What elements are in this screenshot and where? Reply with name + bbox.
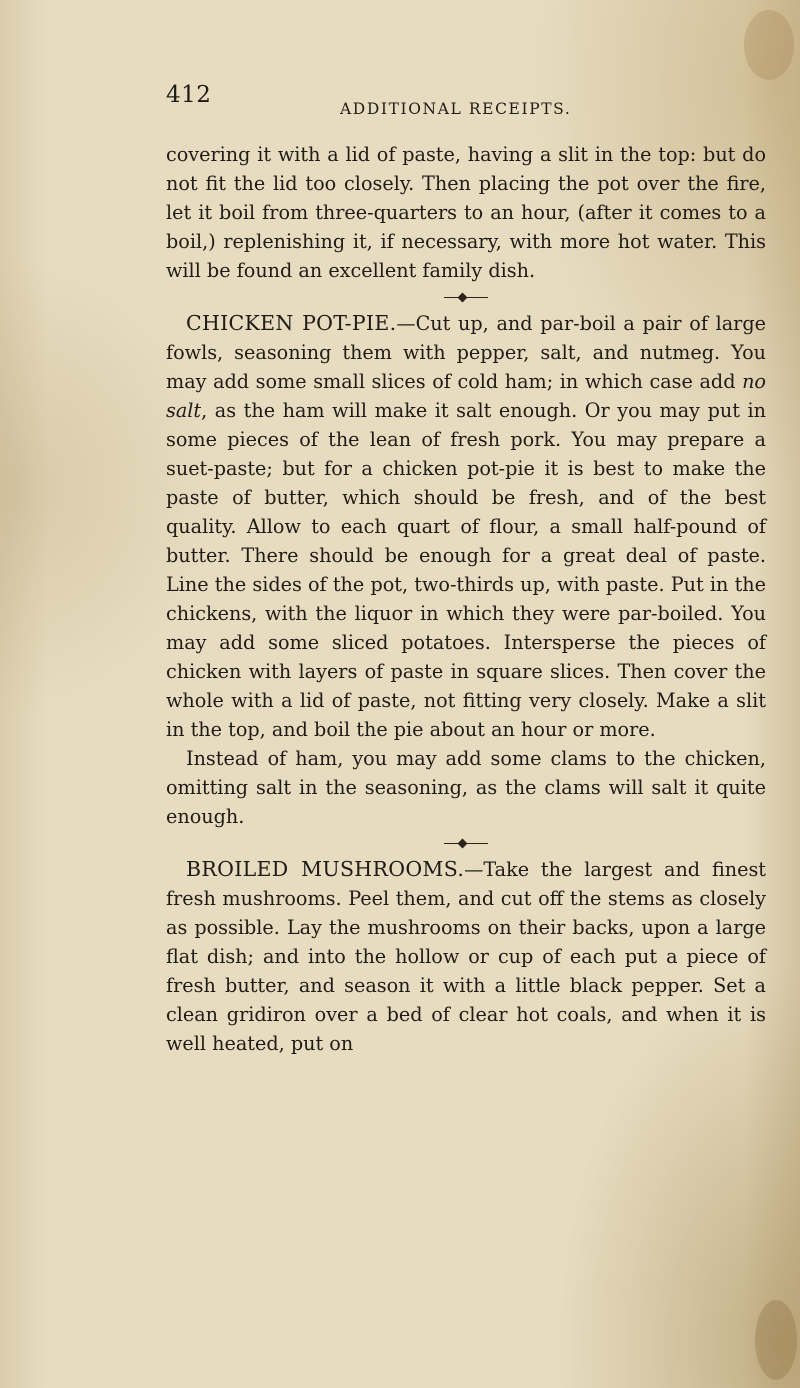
paper-stain	[744, 10, 794, 80]
recipe-heading: CHICKEN POT-PIE.	[186, 311, 397, 335]
page-number: 412	[166, 82, 212, 108]
recipe-chicken-pot-pie	[166, 309, 766, 744]
paper-stain	[755, 1300, 797, 1380]
recipe-emphasis: no salt	[166, 370, 766, 422]
recipe-broiled-mushrooms	[166, 855, 766, 1058]
separator-rule	[444, 297, 488, 298]
recipe-heading: BROILED MUSHROOMS.	[186, 857, 465, 881]
section-separator	[166, 285, 766, 309]
recipe-text: , as the ham will make it salt enough. Or you may put in some pieces of the lean of fresh pork. You may prepare a suet-paste; but for a chicken pot-pie it is best to make the paste of butter, which should be fresh, and of the best quality. Allow to each quart of flour, a small half-pound of butter. There should be enough for a great deal of paste. Line the sides of the pot, two-thirds up, with paste. Put in the chickens, with the liquor in which they were par-boiled. You may add some sliced potatoes. Intersperse the pieces of chicken with layers of paste in square slices. Then cover the whole with a lid of paste, not fitting very closely. Make a slit in the top, and boil the pie about an hour or more.	[166, 399, 766, 741]
separator-rule	[444, 843, 488, 844]
recipe-text: —Take the largest and finest fresh mushrooms. Peel them, and cut off the stems as closely as possible. Lay the mushrooms on their backs, upon a large flat dish; and into the hollow or cup of each put a piece of fresh butter, and season it with a little black pepper. Set a clean gridiron over a bed of clear hot coals, and when it is well heated, put on	[166, 858, 767, 1055]
recipe-note: Instead of ham, you may add some clams to the chicken, omitting salt in the seasoning, as the clams will salt it quite enough.	[166, 747, 766, 828]
continuation-paragraph: covering it with a lid of paste, having a slit in the top: but do not fit the lid too closely. Then placing the pot over the fire, let it boil from three-quarters to an hour, (after it comes to a boil,) replenishing it, if necessary, with more hot water. This will be found an excellent family dish.	[166, 143, 766, 282]
recipe-text: —Cut up, and par-boil a pair of large fowls, seasoning them with pepper, salt, and nutmeg. You may add some small slices of cold ham; in which case add	[166, 312, 766, 393]
running-head	[166, 82, 766, 116]
page-body	[166, 140, 766, 1058]
running-title: ADDITIONAL RECEIPTS.	[340, 100, 572, 118]
section-separator	[166, 831, 766, 855]
